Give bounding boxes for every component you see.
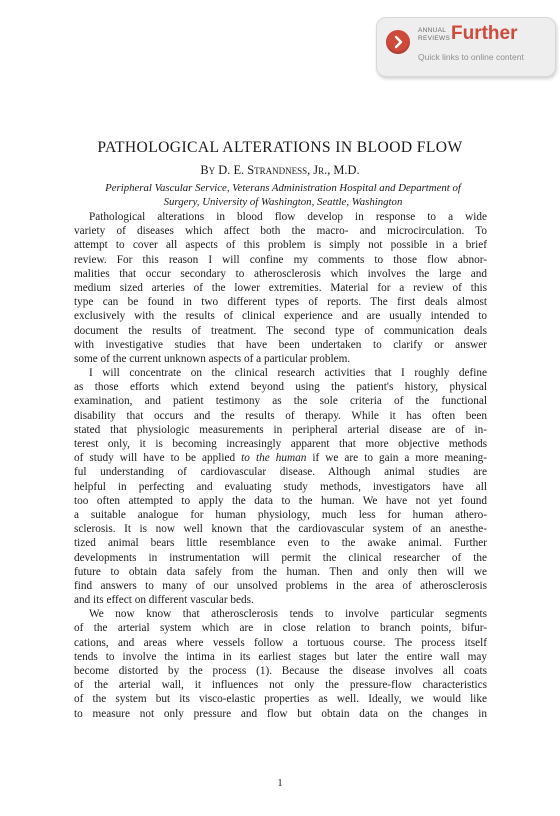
- body-line: medium sized arteries of the lower extremities. Material for a review of this: [74, 281, 487, 294]
- body-line: review. For this reason I will confine my comments to those flow abnor-: [74, 253, 487, 266]
- body-line: with investigative studies that have been undertaken to clarify or answer: [74, 338, 487, 351]
- body-line: become distorted by the process (1). Because the disease involves all coats: [74, 665, 487, 677]
- body-line: Pathological alterations in blood flow develop in response to a wide: [89, 211, 487, 223]
- body-line: tends to involve the intima in its earliest stages but later the entire wall may: [74, 650, 487, 663]
- body-line: helpful in perfecting and evaluating study methods, investigators have all: [74, 480, 487, 493]
- body-line: We now know that atherosclerosis tends to involve particular segments: [89, 608, 487, 621]
- body-line: of the system but its visco-elastic properties as well. Ideally, we would like: [74, 693, 487, 706]
- emphasis: to the human: [241, 452, 307, 465]
- arrow-right-icon[interactable]: [386, 30, 410, 54]
- byline: [0, 163, 560, 178]
- body-line: terest only, it is becoming increasingly apparent that more objective methods: [74, 438, 487, 450]
- body-line: of the arterial wall, it influences not only the pressure-flow characteristics: [74, 679, 487, 692]
- body-line: too often attempted to apply the data to the human. We have not yet found: [74, 494, 487, 507]
- body-line: a suitable analogue for human physiology, much less for human athero-: [74, 508, 487, 521]
- body-line: of the arterial system which are in close relation to branch points, bifur-: [74, 622, 487, 635]
- publisher-line2: REVIEWS: [418, 34, 451, 42]
- author-name: D. E. Strandness, Jr., M.D.: [218, 163, 360, 177]
- article-title: PATHOLOGICAL ALTERATIONS IN BLOOD FLOW: [97, 139, 463, 156]
- body-line: malities that occur secondary to atherosclerosis which involves the large and: [74, 267, 487, 280]
- affiliation: [40, 181, 526, 209]
- body-line: I will concentrate on the clinical research activities that I roughly define: [89, 367, 487, 380]
- body-line: find answers to many of our unsolved problems in the area of atherosclerosis: [74, 579, 487, 592]
- body-line: attempt to cover all aspects of this problem is simply not possible in a brief: [74, 239, 487, 252]
- body-line: type can be found in two different types of reports. The first deals almost: [74, 296, 487, 309]
- body-line: stated that physiologic measurements in peripheral arterial disease are of in-: [74, 423, 487, 436]
- body-line: sclerosis. It is now well known that the cardiovascular system of an anesthe-: [74, 523, 487, 536]
- byline-prefix: By: [200, 163, 216, 177]
- body-line: some of the current unknown aspects of a particular problem.: [74, 352, 351, 365]
- article-body: [74, 210, 487, 721]
- body-line: and its effect on different vascular beds.: [74, 594, 254, 607]
- body-line: variety of diseases which affect both the macro- and microcirculation. To: [74, 225, 487, 238]
- publisher-logo-text: [418, 27, 450, 42]
- publisher-line1: ANNUAL: [418, 27, 447, 34]
- body-line: ful understanding of cardiovascular disease. Although animal studies are: [74, 466, 487, 479]
- further-badge[interactable]: [376, 17, 556, 77]
- body-line-end: if we are to gain a more meaning-: [306, 452, 488, 465]
- body-line: exclusively with the results of clinical experience and are usually intended to: [74, 310, 487, 323]
- body-line: as those efforts which extend beyond using the patient's history, physical: [74, 381, 487, 394]
- body-line: developments in instrumentation will permit the clinical researcher of the: [74, 551, 487, 564]
- body-line: tized animal bears little resemblance even to the awake animal. Further: [74, 537, 487, 550]
- body-line: disability that occurs and the results of therapy. While it has often been: [74, 409, 487, 422]
- badge-brand: Further: [451, 23, 518, 44]
- affiliation-line2: Surgery, University of Washington, Seattle, Washington: [163, 196, 403, 208]
- body-line: document the results of treatment. The second type of communication deals: [74, 324, 487, 337]
- body-line-mixed: [74, 451, 487, 465]
- body-line: examination, and patient testimony as the sole criteria of the functional: [74, 395, 487, 408]
- body-line: future to obtain data safely from the human. Then and only then will we: [74, 565, 487, 578]
- body-line: to measure not only pressure and flow but obtain data on the changes in: [74, 707, 487, 720]
- body-line: cations, and areas where vessels follow a tortuous course. The process itself: [74, 636, 487, 649]
- body-line-start: of study will have to be applied: [74, 452, 236, 465]
- affiliation-line1: Peripheral Vascular Service, Veterans Administration Hospital and Department of: [105, 182, 461, 194]
- badge-tagline: Quick links to online content: [418, 52, 524, 62]
- page-number: 1: [277, 778, 283, 789]
